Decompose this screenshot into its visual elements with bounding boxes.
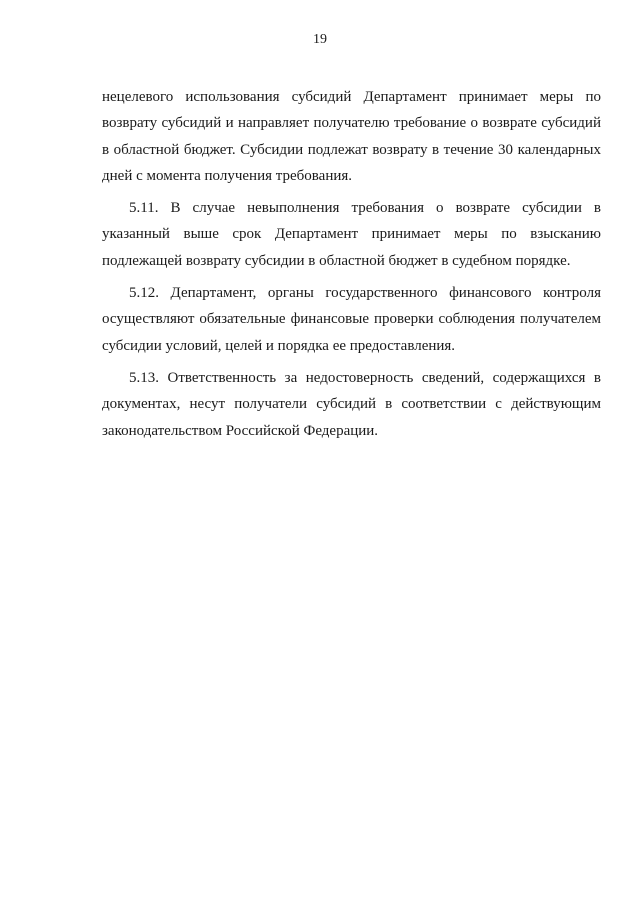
page-number: 19: [313, 32, 327, 47]
paragraph-5-13: 5.13. Ответственность за недостоверность сведений, содержащихся в документах, несут получатели субсидий в соответствии с действующим законодательством Российской Федерации.: [102, 369, 601, 439]
document-body: [102, 84, 601, 450]
paragraph-5-11: 5.11. В случае невыполнения требования о возврате субсидии в указанный выше срок Департамент принимает меры по взысканию подлежащей возврату субсидии в областной бюджет в судебном порядке.: [102, 200, 601, 269]
paragraph-5-12: 5.12. Департамент, органы государственного финансового контроля осуществляют обязательные финансовые проверки соблюдения получателем субсидии условий, целей и порядка ее предоставления.: [102, 285, 601, 354]
paragraph-continuation: нецелевого использования субсидий Департамент принимает меры по возврату субсидий и направляет получателю требование о возврате субсидий в областной бюджет. Субсидии подлежат возврату в течение 30 календарных дней с момента получения требования.: [102, 89, 601, 184]
